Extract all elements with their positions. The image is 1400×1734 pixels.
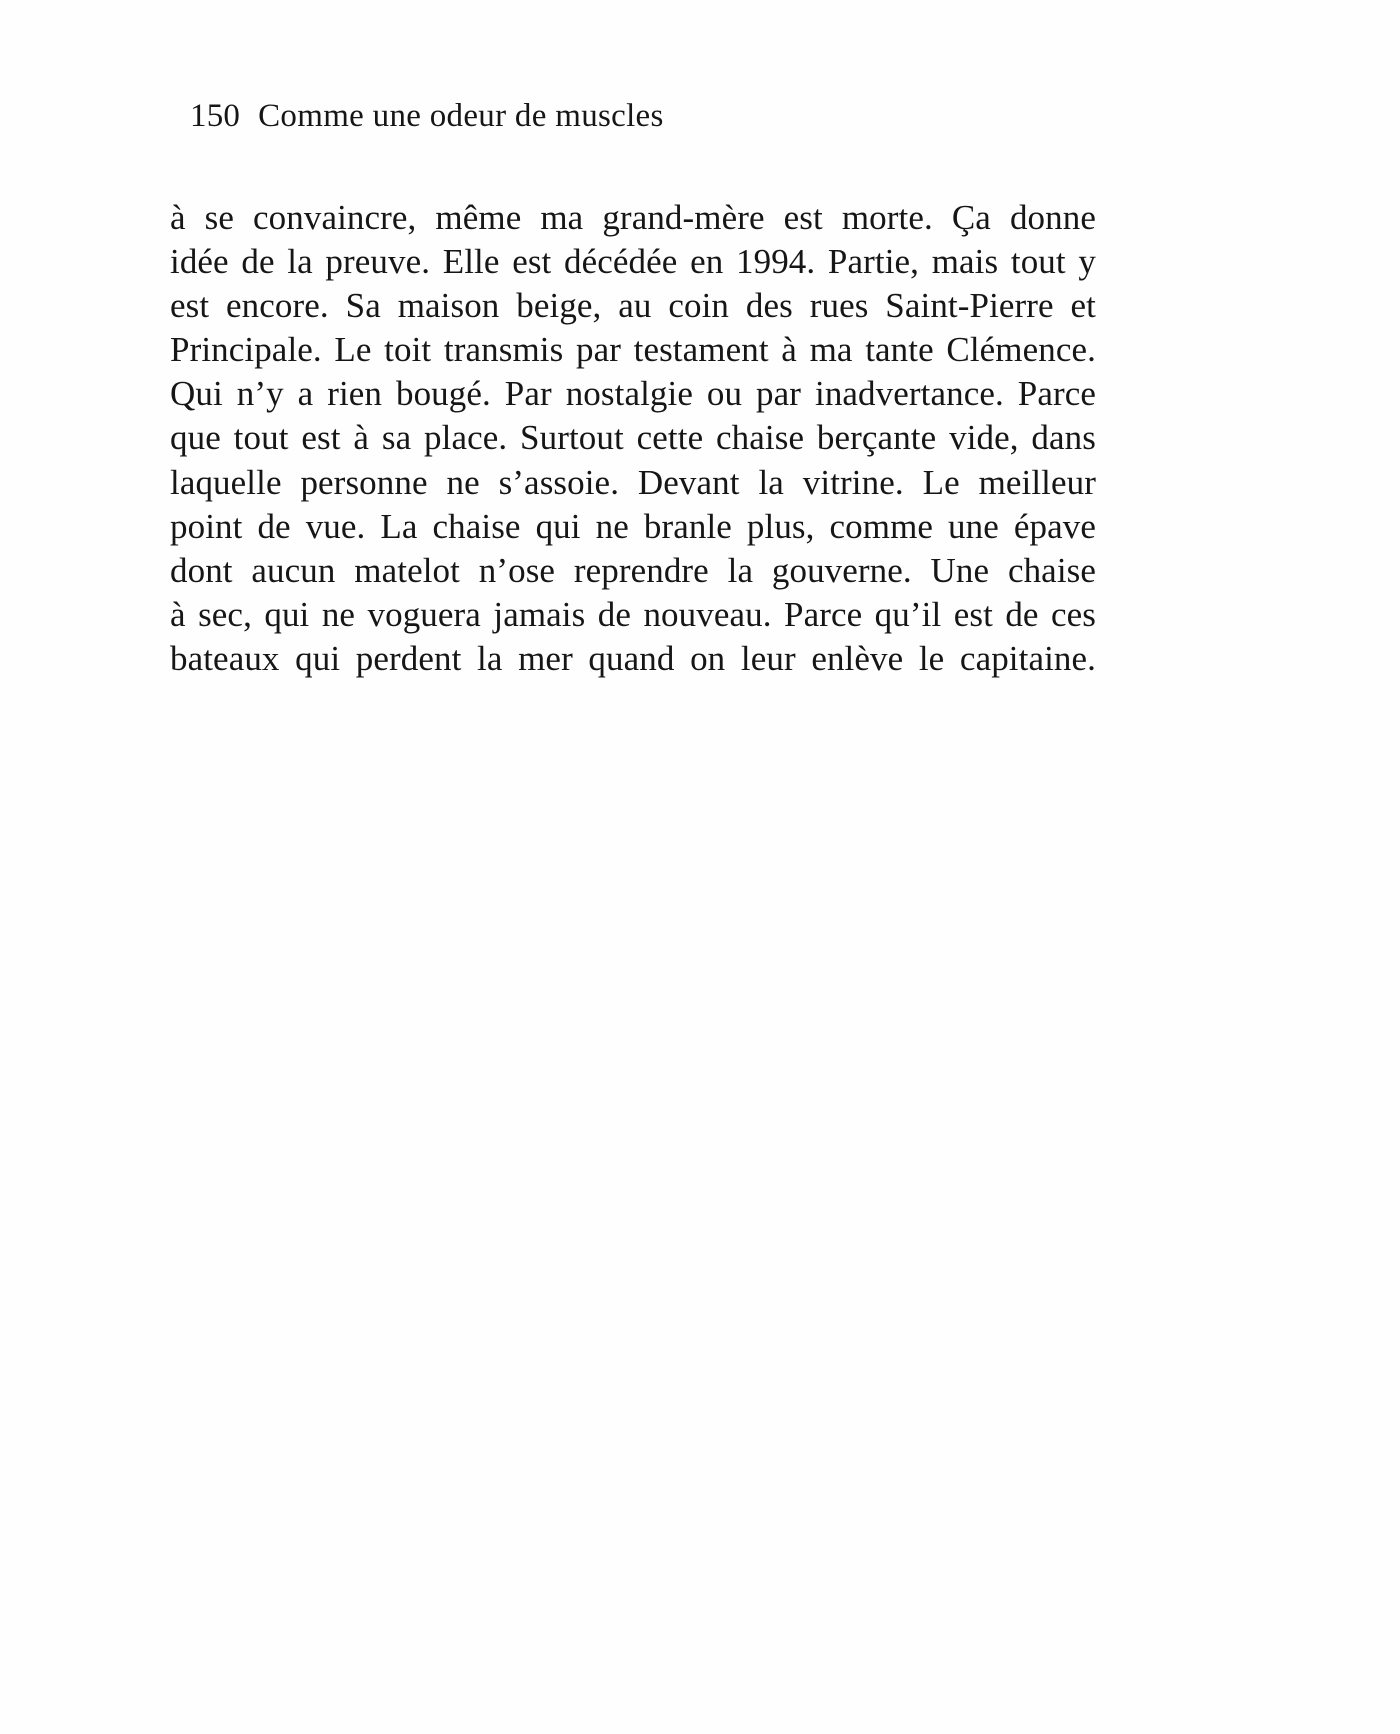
- text-line: point de vue. La chaise qui ne branle plus, comme une épave: [170, 506, 1096, 546]
- running-title: Comme une odeur de muscles: [258, 98, 664, 134]
- paragraph: [170, 196, 1096, 681]
- running-header: [190, 96, 664, 136]
- text-line: Principale. Le toit transmis par testament à ma tante Clémence.: [170, 330, 1096, 370]
- text-line: laquelle personne ne s’assoie. Devant la vitrine. Le meilleur: [170, 462, 1096, 502]
- text-line: à se convaincre, même ma grand-mère est morte. Ça donne: [170, 198, 1096, 237]
- text-line: dont aucun matelot n’ose reprendre la gouverne. Une chaise: [170, 550, 1096, 590]
- page-number: 150: [190, 98, 241, 134]
- text-line: que tout est à sa place. Surtout cette chaise berçante vide, dans: [170, 418, 1096, 458]
- text-line: à sec, qui ne voguera jamais de nouveau. Parce qu’il est de ces: [170, 594, 1096, 634]
- text-line: est encore. Sa maison beige, au coin des rues Saint-Pierre et: [170, 286, 1096, 326]
- text-line: idée de la preuve. Elle est décédée en 1994. Partie, mais tout y: [170, 242, 1096, 282]
- text-line: Qui n’y a rien bougé. Par nostalgie ou par inadvertance. Parce: [170, 374, 1096, 414]
- text-line: bateaux qui perdent la mer quand on leur enlève le capitaine.: [170, 638, 1096, 678]
